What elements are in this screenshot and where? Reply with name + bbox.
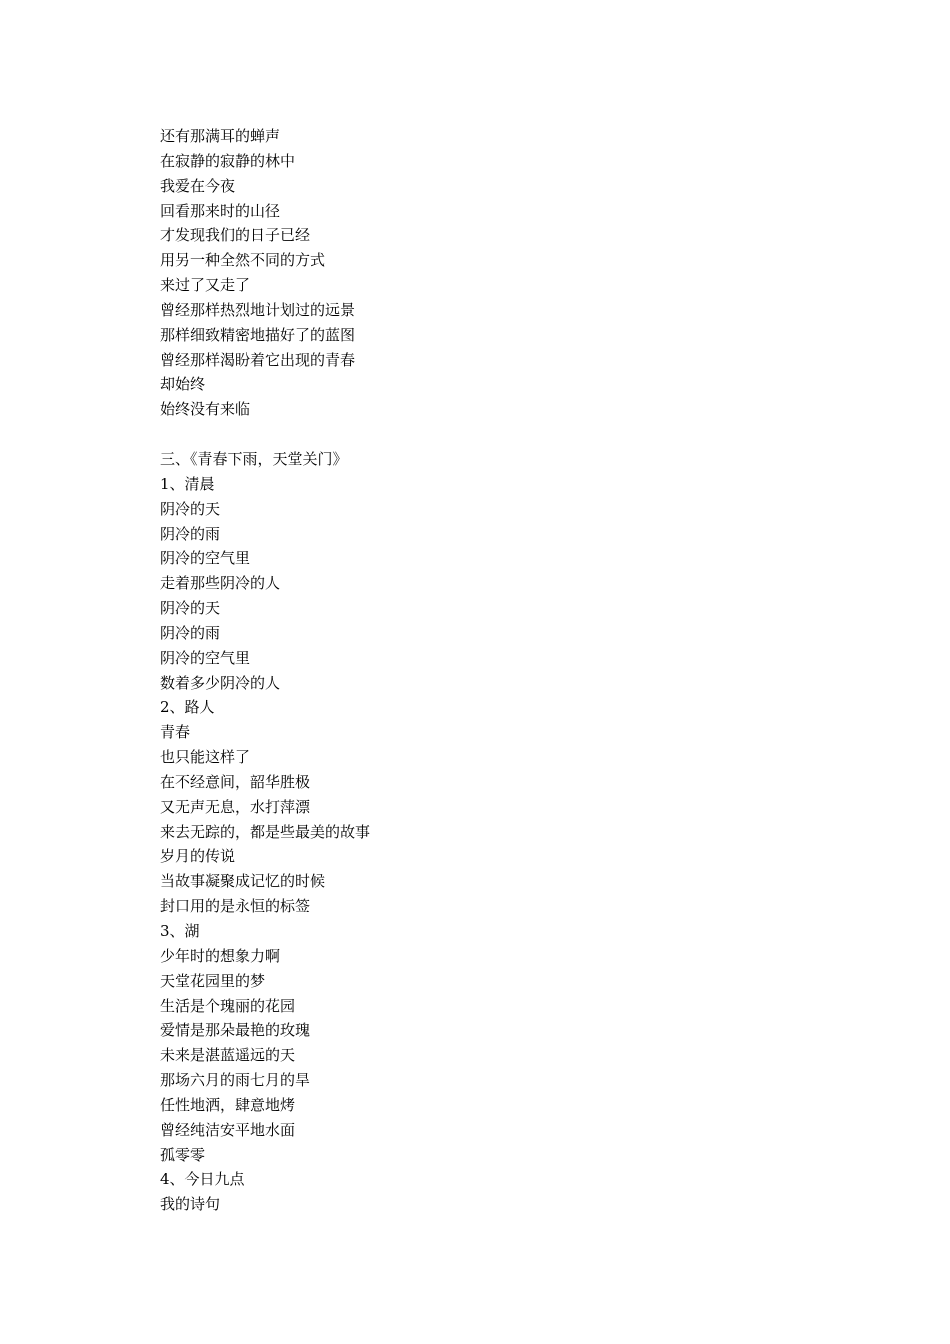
poem-line: 才发现我们的日子已经 [160,226,311,245]
poem-line: 曾经那样渴盼着它出现的青春 [160,350,356,369]
part-4 [160,1167,860,1217]
poem-line: 阴冷的天 [160,599,221,618]
poem-line: 也只能这样了 [160,748,251,767]
poem-line: 在不经意间，韶华胜极 [160,772,311,791]
poem-line: 来去无踪的，都是些最美的故事 [160,822,371,841]
poem-line: 用另一种全然不同的方式 [160,251,326,270]
part-heading: 1、清晨 [160,474,215,493]
poem-line: 曾经纯洁安平地水面 [160,1120,296,1139]
poem-line: 我爱在今夜 [160,176,236,195]
poem-line: 当故事凝聚成记忆的时候 [160,872,326,891]
poem-line: 回看那来时的山径 [160,201,281,220]
poem-line: 走着那些阴冷的人 [160,574,281,593]
poem-line: 数着多少阴冷的人 [160,673,281,692]
poem-line: 少年时的想象力啊 [160,946,281,965]
poem-line: 我的诗句 [160,1195,221,1214]
poem-line: 阴冷的天 [160,499,221,518]
poem-line: 封口用的是永恒的标签 [160,897,311,916]
poem-line: 始终没有来临 [160,400,251,419]
poem-line: 岁月的传说 [160,847,236,866]
poem-line: 阴冷的空气里 [160,648,251,667]
poem-line: 还有那满耳的蝉声 [160,127,281,145]
poem-line: 那样细致精密地描好了的蓝图 [160,325,356,344]
poem-line: 生活是个瑰丽的花园 [160,996,296,1015]
poem-line: 曾经那样热烈地计划过的远景 [160,300,356,319]
poem-line: 却始终 [160,375,206,394]
part-1 [160,472,860,696]
poem-line: 阴冷的空气里 [160,549,251,568]
part-heading: 2、路人 [160,698,215,717]
poem-line: 青春 [160,723,191,742]
poem-line: 来过了又走了 [160,276,251,295]
poem-line: 爱情是那朵最艳的玫瑰 [160,1021,311,1040]
stanza-1 [160,124,860,422]
poem-line: 阴冷的雨 [160,524,221,543]
poem-line: 任性地洒，肆意地烤 [160,1095,296,1114]
poem-line: 那场六月的雨七月的旱 [160,1071,311,1090]
part-2 [160,695,860,919]
poem-line: 在寂静的寂静的林中 [160,151,296,170]
blank-line [160,422,860,447]
poem-line: 又无声无息，水打萍漂 [160,797,311,816]
poem-line: 孤零零 [160,1145,206,1164]
poem-line: 未来是湛蓝遥远的天 [160,1046,296,1065]
poem-line: 天堂花园里的梦 [160,971,266,990]
poem-line: 阴冷的雨 [160,623,221,642]
part-3 [160,919,860,1167]
part-heading: 4、今日九点 [160,1170,245,1189]
poem-text [160,124,860,1217]
section-heading: 三、《青春下雨，天堂关门》 [160,449,348,468]
part-heading: 3、湖 [160,922,200,940]
